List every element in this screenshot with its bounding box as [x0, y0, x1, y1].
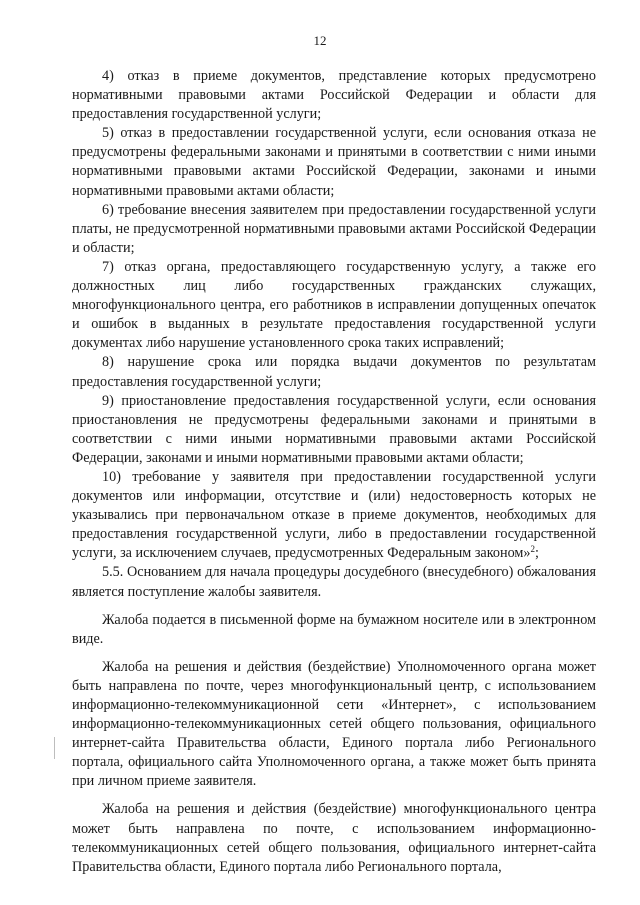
clause-5-5: 5.5. Основанием для начала процедуры досудебного (внесудебного) обжалования является поступление жалобы заявителя. [72, 564, 596, 600]
item-4: 4) отказ в приеме документов, представление которых предусмотрено нормативными правовыми актами Российской Федерации и области для предоставления государственной услуги; [72, 68, 596, 123]
item-10 [72, 468, 596, 563]
item-7: 7) отказ органа, предоставляющего государственную услугу, а также его должностных лиц либо государственных гражданских служащих, многофункционального центра, его работников в исправлении допущенных опечаток и ошибок в выданных в результате предоставления государственной услуги документах либо нарушение установленного срока таких исправлений; [72, 258, 596, 352]
item-6: 6) требование внесения заявителем при предоставлении государственной услуги платы, не предусмотренной нормативными правовыми актами Российской Федерации и области; [72, 201, 596, 256]
complaint-authority-paragraph: Жалоба на решения и действия (бездействие) Уполномоченного органа может быть направлена по почте, через многофункциональный центр, с использованием информационно-телекоммуникационной сети «Интернет», с использованием информационно-телекоммуникационных сетей общего пользования, официального интернет-сайта Правительства области, Единого портала либо Регионального портала, официального сайта Уполномоченного органа, а также может быть принята при личном приеме заявителя. [72, 658, 596, 790]
margin-mark [54, 737, 55, 759]
item-8: 8) нарушение срока или порядка выдачи документов по результатам предоставления государственной услуги; [72, 354, 596, 390]
complaint-mfc-paragraph: Жалоба на решения и действия (бездействие) многофункционального центра может быть направлена по почте, с использованием информационно-телекоммуникационных сетей общего пользования, официального интернет-сайта Правительства области, Единого портала либо Регионального портала, [72, 801, 596, 875]
page-number: 12 [313, 33, 327, 48]
page-body [72, 67, 596, 877]
footnote-ref: 2 [530, 544, 535, 555]
item-10-tail: ; [535, 545, 539, 562]
complaint-form-paragraph: Жалоба подается в письменной форме на бумажном носителе или в электронном виде. [72, 611, 596, 647]
item-9: 9) приостановление предоставления государственной услуги, если основания приостановления не предусмотрены федеральными законами и принятыми в соответствии с ними иными нормативными правовыми актами Российской Федерации, законами и иными нормативными правовыми актами области; [72, 392, 596, 466]
item-10-text: 10) требование у заявителя при предоставлении государственной услуги документов или информации, отсутствие и (или) недостоверность которых не указывались при первоначальном отказе в приеме документов, необходимых для предоставления государственной услуги, либо в предоставлении государственной услуги, за исключением случаев, предусмотренных Федеральным законом» [72, 468, 596, 562]
item-5: 5) отказ в предоставлении государственной услуги, если основания отказа не предусмотрены федеральными законами и принятыми в соответствии с ними иными нормативными правовыми актами Российской Федерации, законами и иными нормативными правовыми актами области; [72, 125, 596, 199]
